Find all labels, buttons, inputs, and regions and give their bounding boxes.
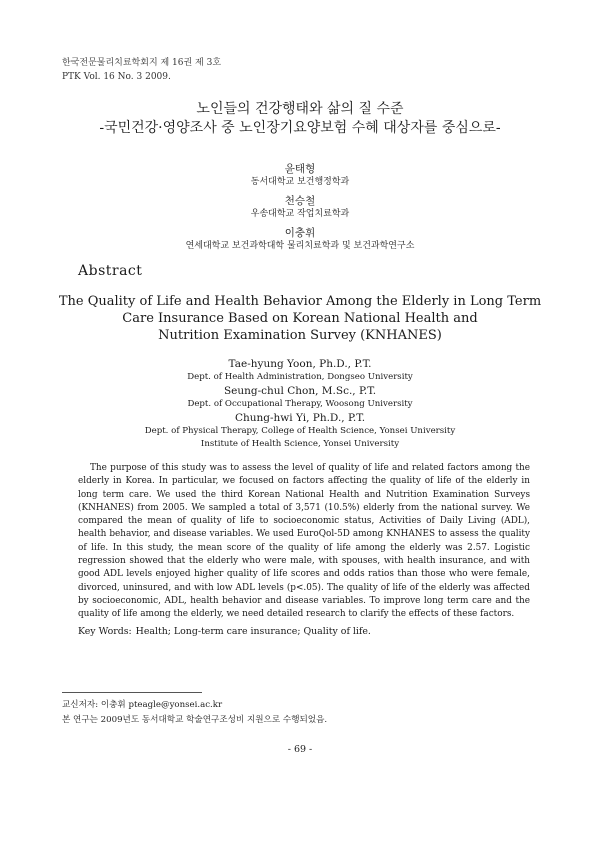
korean-author-name: 이충휘	[284, 227, 316, 239]
abstract-heading: Abstract	[78, 263, 143, 279]
journal-korean-line: 한국전문물리치료학회지 제 16권 제 3호	[62, 58, 222, 68]
english-title	[0, 293, 600, 344]
corresponding-author-note: 교신저자: 이충휘 pteagle@yonsei.ac.kr	[62, 700, 223, 710]
english-author-affiliation: Dept. of Health Administration, Dongseo University	[187, 372, 413, 382]
keywords	[78, 626, 375, 637]
english-author-affiliation: Dept. of Physical Therapy, College of Health Science, Yonsei University	[144, 426, 456, 436]
english-author-name: Chung-hwi Yi, Ph.D., P.T.	[234, 412, 366, 424]
korean-author-affiliation: 우송대학교 작업치료학과	[250, 209, 350, 219]
english-title-line-1: The Quality of Life and Health Behavior Among the Elderly in Long Term	[58, 294, 542, 309]
korean-author-name: 윤태형	[284, 163, 316, 175]
english-author-name: Seung-chul Chon, M.Sc., P.T.	[223, 385, 377, 397]
korean-authors	[0, 157, 600, 253]
keywords-list: Health; Long-term care insurance; Quality of life.	[135, 626, 371, 637]
english-title-line-3: Nutrition Examination Survey (KNHANES)	[158, 328, 442, 343]
english-author-name: Tae-hyung Yoon, Ph.D., P.T.	[228, 358, 372, 370]
keywords-label: Key Words:	[78, 626, 132, 637]
english-author-affiliation: Institute of Health Science, Yonsei University	[200, 439, 400, 449]
english-author-affiliation: Dept. of Occupational Therapy, Woosong University	[187, 399, 413, 409]
korean-author-affiliation: 연세대학교 보건과학대학 물리치료학과 및 보건과학연구소	[185, 241, 415, 251]
footnotes	[62, 698, 327, 728]
journal-header	[62, 56, 221, 84]
funding-note: 본 연구는 2009년도 동서대학교 학술연구조성비 지원으로 수행되었음.	[62, 715, 328, 725]
korean-title-line-2: -국민건강·영양조사 중 노인장기요양보험 수혜 대상자를 중심으로-	[99, 120, 501, 136]
journal-english-line: PTK Vol. 16 No. 3 2009.	[62, 72, 171, 82]
english-title-line-2: Care Insurance Based on Korean National Health and	[122, 311, 478, 326]
korean-author-name: 천승철	[284, 195, 316, 207]
korean-title	[0, 100, 600, 138]
footnote-divider	[62, 692, 202, 693]
abstract-body: The purpose of this study was to assess the level of quality of life and related factors among the elderly in Korea. In particular, we focused on factors affecting the quality of life of the elderly in long term care. We used the third Korean National Health and Nutrition Examination Surveys (KNHANES) from 2005. We sampled a total of 3,571 (10.5%) elderly from the national survey. We compared the mean of quality of life to socioeconomic status, Activities of Daily Living (ADL), health behavior, and disease variables. We used EuroQol-5D among KNHANES to assess the quality of life. In this study, the mean score of the quality of life among the elderly was 2.57. Logistic regression showed that the elderly who were male, with spouses, with health insurance, and with good ADL levels enjoyed higher quality of life scores and odds ratios than those who were female, divorced, uninsured, and with low ADL levels (p<.05). The quality of life of the elderly was affected by socioeconomic, ADL, health behavior and disease variables. To improve long term care and the quality of life among the elderly, we need detailed research to clarify the effects of these factors.	[78, 463, 530, 620]
page-number: - 69 -	[287, 744, 313, 755]
korean-author-affiliation: 동서대학교 보건행정학과	[250, 177, 350, 187]
english-authors	[0, 357, 600, 451]
korean-title-line-1: 노인들의 건강행태와 삶의 질 수준	[196, 101, 404, 117]
